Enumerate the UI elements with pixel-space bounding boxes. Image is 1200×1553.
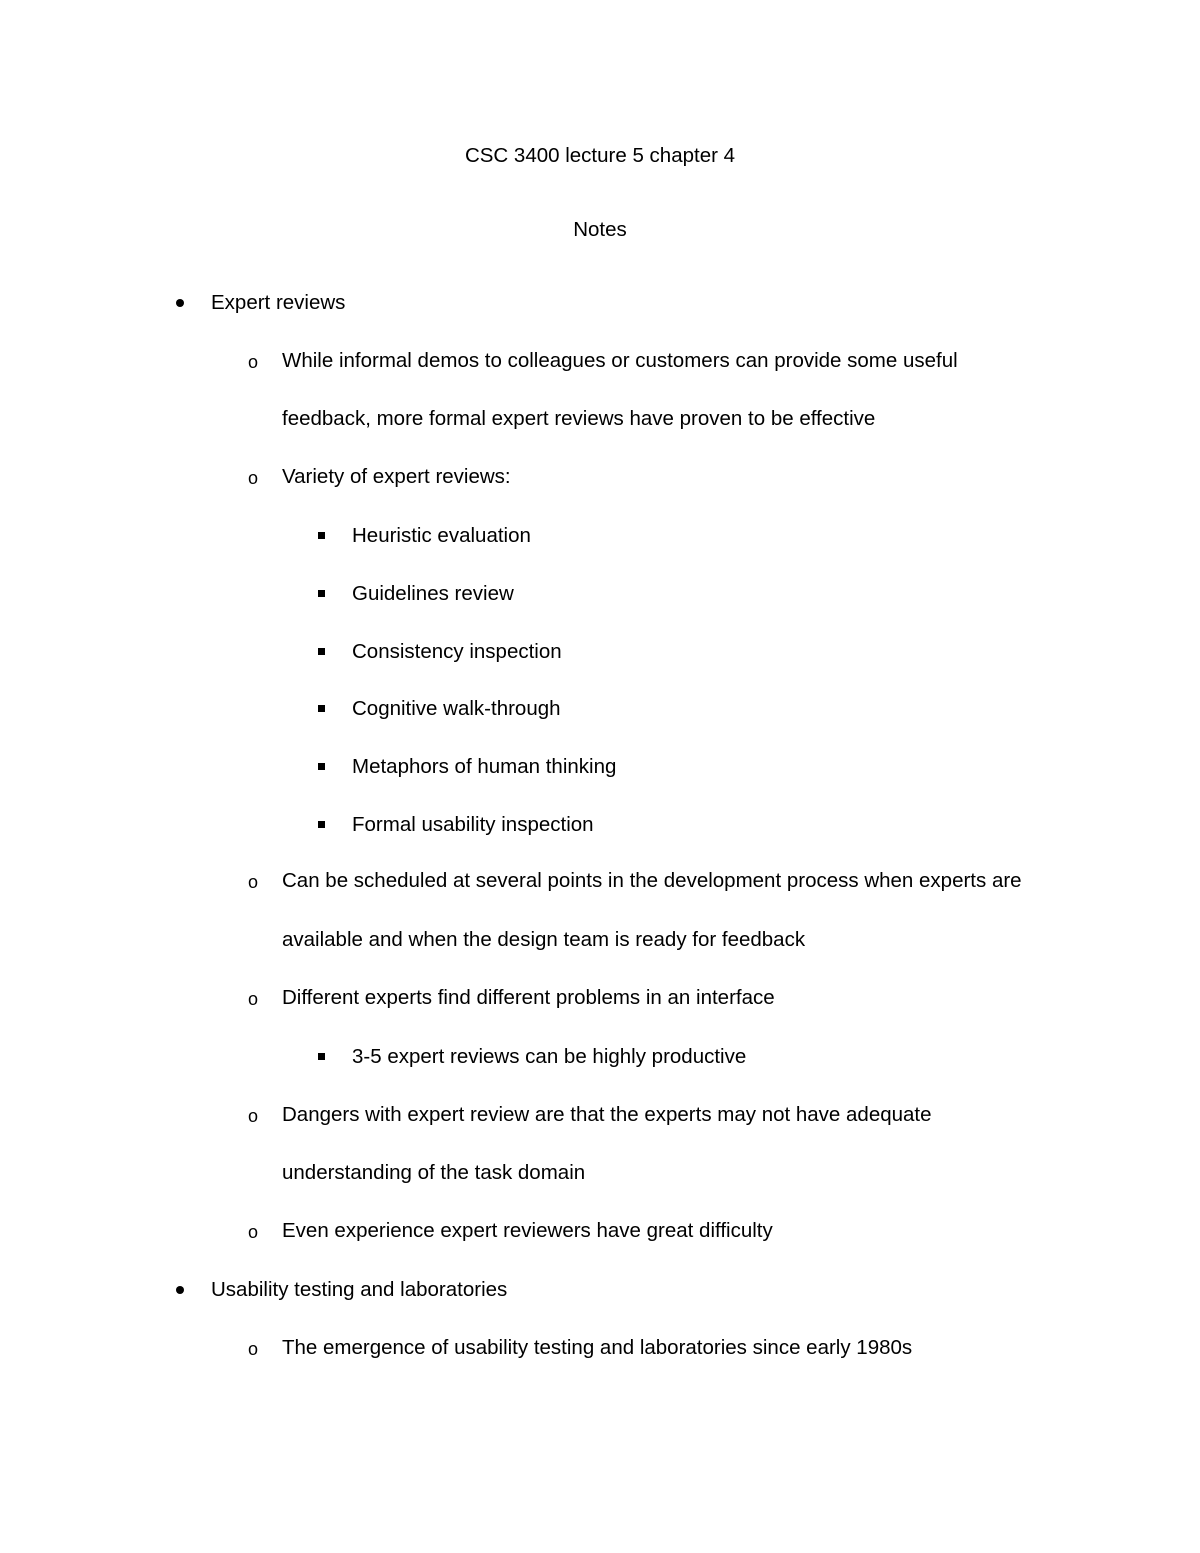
square-bullet-icon [318,590,325,597]
list-item: Even experience expert reviewers have great difficulty [282,1219,773,1242]
list-item-continuation: feedback, more formal expert reviews have proven to be effective [282,407,876,430]
list-item: Consistency inspection [352,640,562,663]
list-item: Metaphors of human thinking [352,755,617,778]
square-bullet-icon [318,705,325,712]
list-item: 3-5 expert reviews can be highly productive [352,1045,747,1068]
list-item: The emergence of usability testing and laboratories since early 1980s [282,1336,913,1359]
square-bullet-icon [318,648,325,655]
list-item: Heuristic evaluation [352,524,531,547]
square-bullet-icon [318,821,325,828]
square-bullet-icon [318,1053,325,1060]
disc-bullet-icon [176,1286,184,1294]
list-item: Different experts find different problems in an interface [282,986,775,1009]
disc-bullet-icon [176,299,184,307]
document-title: CSC 3400 lecture 5 chapter 4 [464,144,736,167]
circle-bullet-icon: o [248,1222,259,1242]
list-item-continuation: available and when the design team is ready for feedback [282,928,806,951]
square-bullet-icon [318,532,325,539]
list-item: Formal usability inspection [352,813,594,836]
circle-bullet-icon: o [248,352,259,372]
circle-bullet-icon: o [248,1339,259,1359]
list-item: Guidelines review [352,582,514,605]
list-item: Cognitive walk-through [352,697,561,720]
square-bullet-icon [318,763,325,770]
list-item: Usability testing and laboratories [211,1278,508,1301]
circle-bullet-icon: o [248,1106,259,1126]
list-item: While informal demos to colleagues or customers can provide some useful [282,349,958,372]
document-subtitle: Notes [573,218,627,241]
circle-bullet-icon: o [248,872,259,892]
list-item-continuation: understanding of the task domain [282,1161,586,1184]
list-item: Can be scheduled at several points in the development process when experts are [282,869,1022,892]
list-item: Expert reviews [211,291,346,314]
circle-bullet-icon: o [248,989,259,1009]
list-item: Dangers with expert review are that the experts may not have adequate [282,1103,932,1126]
list-item: Variety of expert reviews: [282,465,511,488]
circle-bullet-icon: o [248,468,259,488]
